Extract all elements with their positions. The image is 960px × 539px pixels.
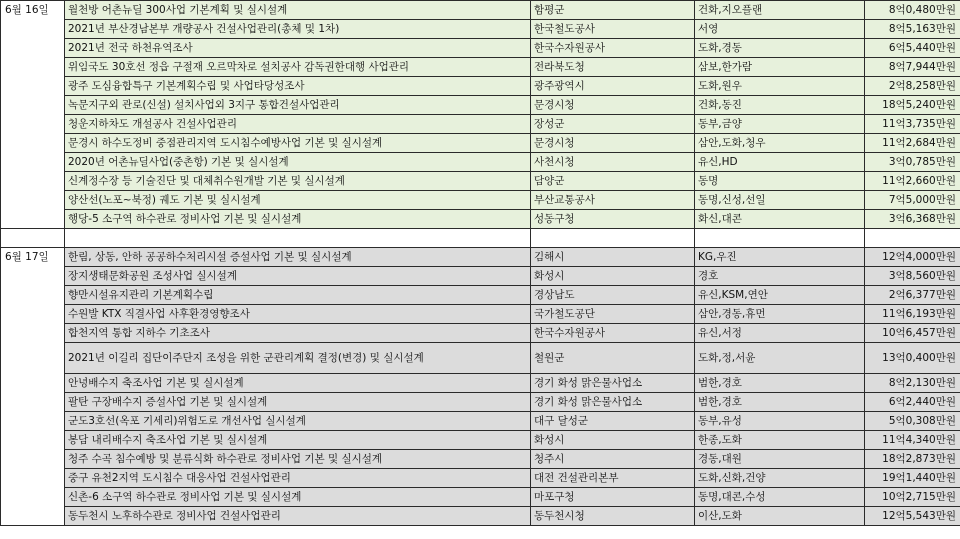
amount-cell: 3억8,560만원 (865, 267, 960, 286)
amount-cell: 11억2,660만원 (865, 172, 960, 191)
client-cell: 김해시 (531, 248, 695, 267)
project-cell: 향만시설유지관리 기본계획수립 (65, 286, 531, 305)
client-cell: 마포구청 (531, 488, 695, 507)
amount-cell: 10억6,457만원 (865, 324, 960, 343)
client-cell: 한국수자원공사 (531, 324, 695, 343)
amount-cell: 7억5,000만원 (865, 191, 960, 210)
table-row (1, 412, 960, 431)
company-cell: KG,우진 (695, 248, 865, 267)
amount-cell: 12억4,000만원 (865, 248, 960, 267)
table-row (1, 134, 960, 153)
amount-cell: 11억6,193만원 (865, 305, 960, 324)
client-cell: 경기 화성 맑은물사업소 (531, 393, 695, 412)
project-cell: 2021년 이길리 집단이주단지 조성을 위한 군관리계획 결정(변경) 및 실시설계 (65, 343, 531, 374)
company-cell: 한종,도화 (695, 431, 865, 450)
project-cell: 수원발 KTX 직결사업 사후환경영향조사 (65, 305, 531, 324)
client-cell: 성동구청 (531, 210, 695, 229)
amount-cell: 8억0,480만원 (865, 1, 960, 20)
table-row (1, 305, 960, 324)
company-cell: 건화,동진 (695, 96, 865, 115)
project-cell: 광주 도심융합특구 기본계획수립 및 사업타당성조사 (65, 77, 531, 96)
amount-cell: 18억2,873만원 (865, 450, 960, 469)
table-row (1, 343, 960, 374)
project-cell: 2021년 부산경남본부 개량공사 건설사업관리(총체 및 1차) (65, 20, 531, 39)
company-cell: 경호 (695, 267, 865, 286)
client-cell: 화성시 (531, 431, 695, 450)
client-cell: 경상남도 (531, 286, 695, 305)
amount-cell: 10억2,715만원 (865, 488, 960, 507)
client-cell: 국가철도공단 (531, 305, 695, 324)
client-cell: 경기 화성 맑은물사업소 (531, 374, 695, 393)
spacer-cell (695, 229, 865, 248)
table-row (1, 172, 960, 191)
company-cell: 서영 (695, 20, 865, 39)
table-row (1, 393, 960, 412)
client-cell: 철원군 (531, 343, 695, 374)
company-cell: 도화,경동 (695, 39, 865, 58)
company-cell: 삼안,도화,청우 (695, 134, 865, 153)
table-row (1, 450, 960, 469)
amount-cell: 2억8,258만원 (865, 77, 960, 96)
amount-cell: 19억1,440만원 (865, 469, 960, 488)
table-row (1, 77, 960, 96)
spacer-row (1, 229, 960, 248)
spacer-cell (865, 229, 960, 248)
project-cell: 청주 수곡 침수예방 및 분류식화 하수관로 정비사업 기본 및 실시설계 (65, 450, 531, 469)
table-row (1, 191, 960, 210)
company-cell: 범한,경호 (695, 393, 865, 412)
client-cell: 청주시 (531, 450, 695, 469)
amount-cell: 11억2,684만원 (865, 134, 960, 153)
project-cell: 팔탄 구장배수지 증설사업 기본 및 실시설계 (65, 393, 531, 412)
project-cell: 월천방 어촌뉴딜 300사업 기본계획 및 실시설계 (65, 1, 531, 20)
table-row (1, 96, 960, 115)
spacer-cell (531, 229, 695, 248)
project-cell: 행당-5 소구역 하수관로 정비사업 기본 및 실시설계 (65, 210, 531, 229)
company-cell: 유신,HD (695, 153, 865, 172)
client-cell: 전라북도청 (531, 58, 695, 77)
project-cell: 장지생태문화공원 조성사업 실시설계 (65, 267, 531, 286)
project-cell: 문경시 하수도정비 중점관리지역 도시침수예방사업 기본 및 실시설계 (65, 134, 531, 153)
company-cell: 동부,금양 (695, 115, 865, 134)
table-row (1, 267, 960, 286)
amount-cell: 5억0,308만원 (865, 412, 960, 431)
company-cell: 동명,대콘,수성 (695, 488, 865, 507)
table-row (1, 1, 960, 20)
project-cell: 신계정수장 등 기술진단 및 대체취수원개발 기본 및 실시설계 (65, 172, 531, 191)
company-cell: 삼보,한가람 (695, 58, 865, 77)
client-cell: 사천시청 (531, 153, 695, 172)
company-cell: 삼안,경동,휴먼 (695, 305, 865, 324)
company-cell: 유신,서정 (695, 324, 865, 343)
project-cell: 청운지하차도 개설공사 건설사업관리 (65, 115, 531, 134)
amount-cell: 18억5,240만원 (865, 96, 960, 115)
spacer-cell (65, 229, 531, 248)
project-cell: 합천지역 통합 지하수 기초조사 (65, 324, 531, 343)
amount-cell: 6억5,440만원 (865, 39, 960, 58)
project-cell: 한림, 상동, 안하 공공하수처리시설 증설사업 기본 및 실시설계 (65, 248, 531, 267)
table-row (1, 248, 960, 267)
amount-cell: 12억5,543만원 (865, 507, 960, 526)
client-cell: 장성군 (531, 115, 695, 134)
company-cell: 도화,원우 (695, 77, 865, 96)
client-cell: 광주광역시 (531, 77, 695, 96)
amount-cell: 13억0,400만원 (865, 343, 960, 374)
company-cell: 동부,유성 (695, 412, 865, 431)
project-cell: 군도3호선(옥포 기세리)위험도로 개선사업 실시설계 (65, 412, 531, 431)
company-cell: 범한,경호 (695, 374, 865, 393)
table-row (1, 488, 960, 507)
table-row (1, 374, 960, 393)
table-row (1, 58, 960, 77)
amount-cell: 3억0,785만원 (865, 153, 960, 172)
client-cell: 함평군 (531, 1, 695, 20)
project-cell: 녹문지구외 관로(신설) 설치사업외 3지구 통합건설사업관리 (65, 96, 531, 115)
table-row (1, 469, 960, 488)
client-cell: 대구 달성군 (531, 412, 695, 431)
company-cell: 도화,신화,건양 (695, 469, 865, 488)
project-cell: 2021년 전국 하천유역조사 (65, 39, 531, 58)
client-cell: 한국수자원공사 (531, 39, 695, 58)
amount-cell: 8억7,944만원 (865, 58, 960, 77)
table-row (1, 20, 960, 39)
client-cell: 한국철도공사 (531, 20, 695, 39)
table-row (1, 115, 960, 134)
amount-cell: 11억3,735만원 (865, 115, 960, 134)
amount-cell: 6억2,440만원 (865, 393, 960, 412)
project-cell: 신촌-6 소구역 하수관로 정비사업 기본 및 실시설계 (65, 488, 531, 507)
amount-cell: 8억2,130만원 (865, 374, 960, 393)
table-row (1, 153, 960, 172)
project-cell: 동두천시 노후하수관로 정비사업 건설사업관리 (65, 507, 531, 526)
project-cell: 위임국도 30호선 정읍 구절재 오르막차로 설치공사 감독권한대행 사업관리 (65, 58, 531, 77)
company-cell: 건화,지오플랜 (695, 1, 865, 20)
date-cell: 6월 16일 (1, 1, 65, 229)
table-row (1, 210, 960, 229)
client-cell: 문경시청 (531, 96, 695, 115)
amount-cell: 8억5,163만원 (865, 20, 960, 39)
table-row (1, 286, 960, 305)
project-cell: 2020년 어촌뉴딜사업(중촌항) 기본 및 실시설계 (65, 153, 531, 172)
table-row (1, 507, 960, 526)
client-cell: 문경시청 (531, 134, 695, 153)
amount-cell: 2억6,377만원 (865, 286, 960, 305)
client-cell: 부산교통공사 (531, 191, 695, 210)
company-cell: 유신,KSM,연안 (695, 286, 865, 305)
table-row (1, 39, 960, 58)
client-cell: 화성시 (531, 267, 695, 286)
project-cell: 양산선(노포~북정) 궤도 기본 및 실시설계 (65, 191, 531, 210)
client-cell: 동두천시청 (531, 507, 695, 526)
company-cell: 화신,대콘 (695, 210, 865, 229)
company-cell: 도화,정,서윤 (695, 343, 865, 374)
company-cell: 동명,신성,선일 (695, 191, 865, 210)
project-cell: 봉담 내리배수지 축조사업 기본 및 실시설계 (65, 431, 531, 450)
project-cell: 안녕배수지 축조사업 기본 및 실시설계 (65, 374, 531, 393)
amount-cell: 3억6,368만원 (865, 210, 960, 229)
client-cell: 대전 건설관리본부 (531, 469, 695, 488)
amount-cell: 11억4,340만원 (865, 431, 960, 450)
table-row (1, 324, 960, 343)
table-row (1, 431, 960, 450)
spacer-date-cell (1, 229, 65, 248)
project-cell: 중구 유천2지역 도시침수 대응사업 건설사업관리 (65, 469, 531, 488)
table-body (1, 1, 960, 526)
company-cell: 경동,대원 (695, 450, 865, 469)
client-cell: 담양군 (531, 172, 695, 191)
company-cell: 이산,도화 (695, 507, 865, 526)
date-cell: 6월 17일 (1, 248, 65, 526)
company-cell: 동명 (695, 172, 865, 191)
